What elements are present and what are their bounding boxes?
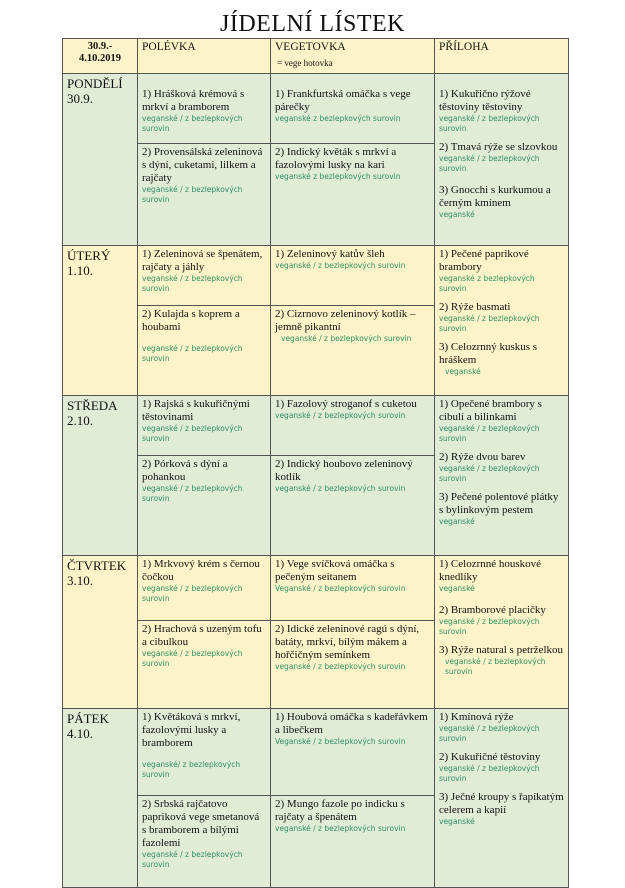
- soup-item: 1) Květáková s mrkví, fazolovými lusky a bramborem veganské/ z bezlepkových surovin: [138, 709, 271, 796]
- day-label: PONDĚLÍ 30.9.: [63, 74, 138, 246]
- veg-item: 2) Mungo fazole po indicku s rajčaty a špenátem veganské / z bezlepkových surovin: [271, 796, 435, 888]
- soup-item: 2) Kulajda s koprem a houbami veganské / z bezlepkových surovin: [138, 306, 271, 396]
- veg-item: 2) Indický houbovo zeleninový kotlík veganské / z bezlepkových surovin: [271, 456, 435, 556]
- soup-item: 2) Pórková s dýní a pohankou veganské / z bezlepkových surovin: [138, 456, 271, 556]
- side-items: 1) Kukuřično rýžové těstoviny těstoviny veganské / z bezlepkových surovin 2) Tmavá rýže se slzovkou veganské / z bezlepkových surovin 3) Gnocchi s kurkumou a černým kmínem veganské: [435, 74, 569, 246]
- header-row: [63, 39, 569, 74]
- column-header-soup: POLÉVKA: [138, 39, 271, 74]
- side-items: 1) Kmínová rýže veganské / z bezlepkových surovin 2) Kukuřičné těstoviny veganské / z bezlepkových surovin 3) Ječné kroupy s řapíkatým celerem a kapií veganské: [435, 709, 569, 888]
- soup-item: 2) Provensálská zeleninová s dýní, cuketami, lilkem a rajčaty veganské / z bezlepkových surovin: [138, 144, 271, 246]
- side-items: 1) Opečené brambory s cibulí a bilinkami veganské / z bezlepkových surovin 2) Rýže dvou barev veganské / z bezlepkových surovin 3) Pečené polentové plátky s bylinkovým pestem veganské: [435, 396, 569, 556]
- side-items: 1) Pečené paprikové brambory veganské z bezlepkových surovin 2) Rýže basmati veganské / z bezlepkových surovin 3) Celozrnný kuskus s hráškem veganské: [435, 246, 569, 396]
- column-header-side: PŘÍLOHA: [435, 39, 569, 74]
- day-label: ÚTERÝ 1.10.: [63, 246, 138, 396]
- veg-item: 1) Zeleninový katův šleh veganské / z bezlepkových surovin: [271, 246, 435, 306]
- veg-item: 1) Houbová omáčka s kadeřávkem a libečkem Veganské / z bezlepkových surovin: [271, 709, 435, 796]
- veg-item: 2) Indický květák s mrkví a fazolovými lusky na kari veganské z bezlepkových surovin: [271, 144, 435, 246]
- day-label: PÁTEK 4.10.: [63, 709, 138, 888]
- veg-item: 1) Fazolový stroganof s cuketou veganské / z bezlepkových surovin: [271, 396, 435, 456]
- soup-item: 2) Hrachová s uzeným tofu a cibulkou veganské / z bezlepkových surovin: [138, 621, 271, 709]
- soup-item: 1) Zeleninová se špenátem, rajčaty a jáhly veganské / z bezlepkových surovin: [138, 246, 271, 306]
- day-row-friday-a: [63, 709, 569, 796]
- day-row-thursday-a: [63, 556, 569, 621]
- veg-subtitle: = vege hotovka: [277, 58, 333, 68]
- day-label: STŘEDA 2.10.: [63, 396, 138, 556]
- veg-item: 2) Idické zeleninové ragú s dýní, batáty, mrkví, bílým mákem a hořčičným semínkem veganské / z bezlepkových surovin: [271, 621, 435, 709]
- side-items: 1) Celozrnné houskové knedlíky veganské 2) Bramborové placičky veganské / z bezlepkových surovin 3) Rýže natural s petrželkou veganské / z bezlepkových surovin: [435, 556, 569, 709]
- soup-item: 1) Hrášková krémová s mrkví a bramborem veganské / z bezlepkových surovin: [138, 74, 271, 144]
- veg-item: 1) Vege svíčková omáčka s pečeným seitanem Veganské / z bezlepkových surovin: [271, 556, 435, 621]
- soup-item: 2) Srbská rajčatovo papriková vege smetanová s bramborem a bílými fazolemi veganské / z bezlepkových surovin: [138, 796, 271, 888]
- veg-item: 2) Cizrnovo zeleninový kotlík – jemně pikantní veganské / z bezlepkových surovin: [271, 306, 435, 396]
- date-range: 30.9.- 4.10.2019: [63, 39, 138, 74]
- soup-item: 1) Rajská s kukuřičnými těstovinami veganské / z bezlepkových surovin: [138, 396, 271, 456]
- veg-item: 1) Frankfurtská omáčka s vege párečky veganské z bezlepkových surovin: [271, 74, 435, 144]
- soup-item: 1) Mrkvový krém s černou čočkou veganské / z bezlepkových surovin: [138, 556, 271, 621]
- page-title: JÍDELNÍ LÍSTEK: [220, 11, 405, 37]
- day-row-wednesday-a: [63, 396, 569, 456]
- day-row-monday-a: [63, 74, 569, 144]
- menu-table: [62, 38, 569, 888]
- day-label: ČTVRTEK 3.10.: [63, 556, 138, 709]
- day-row-tuesday-a: [63, 246, 569, 306]
- column-header-veg: VEGETOVKA = vege hotovka: [271, 39, 435, 74]
